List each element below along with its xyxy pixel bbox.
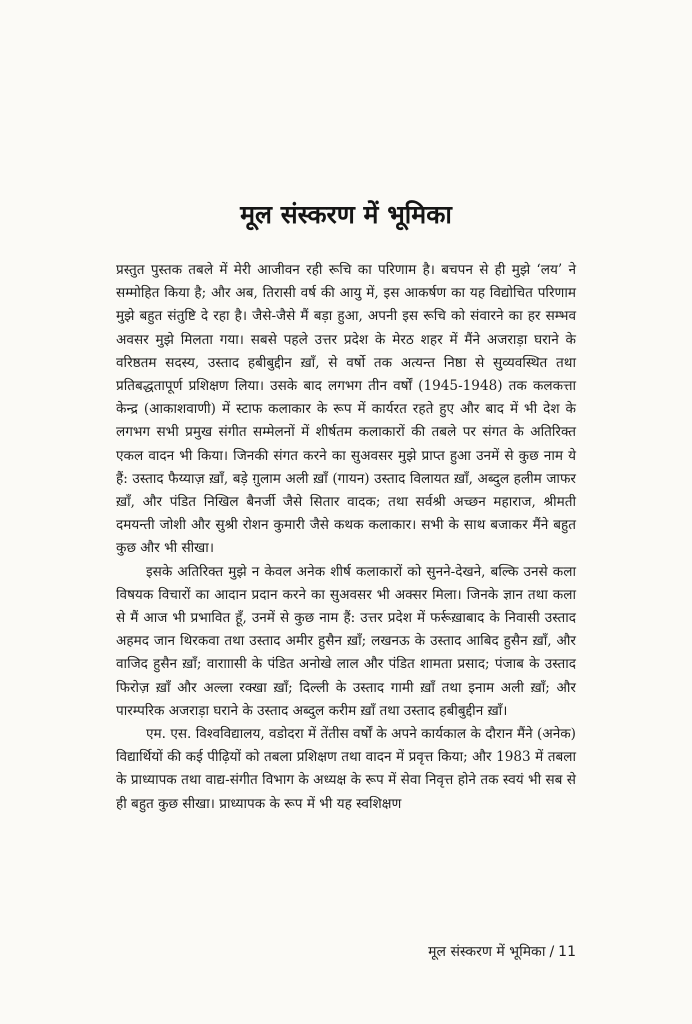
- paragraph-3: एम. एस. विश्वविद्यालय, वडोदरा में तेंतीस वर्षों के अपने कार्यकाल के दौरान मैंने (अनेक) विद्यार्थियों की कई पीढ़ियों को तबला प्रशिक्षण तथा वादन में प्रवृत्त किया; और 1983 में तबला के प्राध्यापक तथा वाद्य-संगीत विभाग के अध्यक्ष के रूप में सेवा निवृत्त होने तक स्वयं भी सब से ही बहुत कुछ सीखा। प्राध्यापक के रूप में भी यह स्वशिक्षण: [116, 726, 576, 812]
- footer-separator: /: [549, 944, 555, 960]
- running-title: मूल संस्करण में भूमिका: [428, 944, 546, 960]
- paragraph-1: प्रस्तुत पुस्तक तबले में मेरी आजीवन रही रूचि का परिणाम है। बचपन से ही मुझे ‘लय’ ने सम्मोहित किया है; और अब, तिरासी वर्ष की आयु में, इस आकर्षण का यह विद्योचित परिणाम मुझे बहुत संतुष्टि दे रहा है। जैसे-जैसे मैं बड़ा हुआ, अपनी इस रूचि को संवारने का हर सम्भव अवसर मुझे मिलता गया। सबसे पहले उत्तर प्रदेश के मेरठ शहर में मैंने अजराड़ा घराने के वरिष्ठतम सदस्य, उस्ताद हबीबुद्दीन ख़ाँ, से वर्षो तक अत्यन्त निष्ठा से सुव्यवस्थित तथा प्रतिबद्धतापूर्ण प्रशिक्षण लिया। उसके बाद लगभग तीन वर्षों (1945-1948) तक कलकत्ता केन्द्र (आकाशवाणी) में स्टाफ कलाकार के रूप में कार्यरत रहते हुए और बाद में भी देश के लगभग सभी प्रमुख संगीत सम्मेलनों में शीर्षतम कलाकारों की तबले पर संगत के अतिरिक्त एकल वादन भी किया। जिनकी संगत करने का सुअवसर मुझे प्राप्त हुआ उनमें से कुछ नाम ये हैं: उस्ताद फैय्याज़ ख़ाँ, बड़े ग़ुलाम अली ख़ाँ (गायन) उस्ताद विलायत ख़ाँ, अब्दुल हलीम जाफर ख़ाँ, और पंडित निखिल बैनर्जी जैसे सितार वादक; तथा सर्वश्री अच्छन महाराज, श्रीमती दमयन्ती जोशी और सुश्री रोशन कुमारी जैसे कथक कलाकार। सभी के साथ बजाकर मैंने बहुत कुछ और भी सीखा।: [116, 262, 576, 557]
- page-number: 11: [558, 944, 576, 960]
- body-text: [116, 259, 576, 816]
- page-footer: [428, 942, 576, 961]
- paragraph-2: इसके अतिरिक्त मुझे न केवल अनेक शीर्ष कलाकारों को सुनने-देखने, बल्कि उनसे कला विषयक विचारों का आदान प्रदान करने का सुअवसर भी अक्सर मिला। जिनके ज्ञान तथा कला से मैं आज भी प्रभावित हूँ, उनमें से कुछ नाम हैं: उत्तर प्रदेश में फर्रूख़ाबाद के निवासी उस्ताद अहमद जान थिरकवा तथा उस्ताद अमीर हुसैन ख़ाँ; लखनऊ के उस्ताद आबिद हुसैन ख़ाँ, और वाजिद हुसैन ख़ाँ; वारााासी के पंडित अनोखे लाल और पंडित शामता प्रसाद; पंजाब के उस्ताद फिरोज़ ख़ाँ और अल्ला रक्खा ख़ाँ; दिल्ली के उस्ताद गामी ख़ाँ तथा इनाम अली ख़ाँ; और पारम्परिक अजराड़ा घराने के उस्ताद अब्दुल करीम ख़ाँ तथा उस्ताद हबीबुद्दीन ख़ाँ।: [116, 563, 576, 719]
- page-title: मूल संस्करण में भूमिका: [240, 199, 452, 229]
